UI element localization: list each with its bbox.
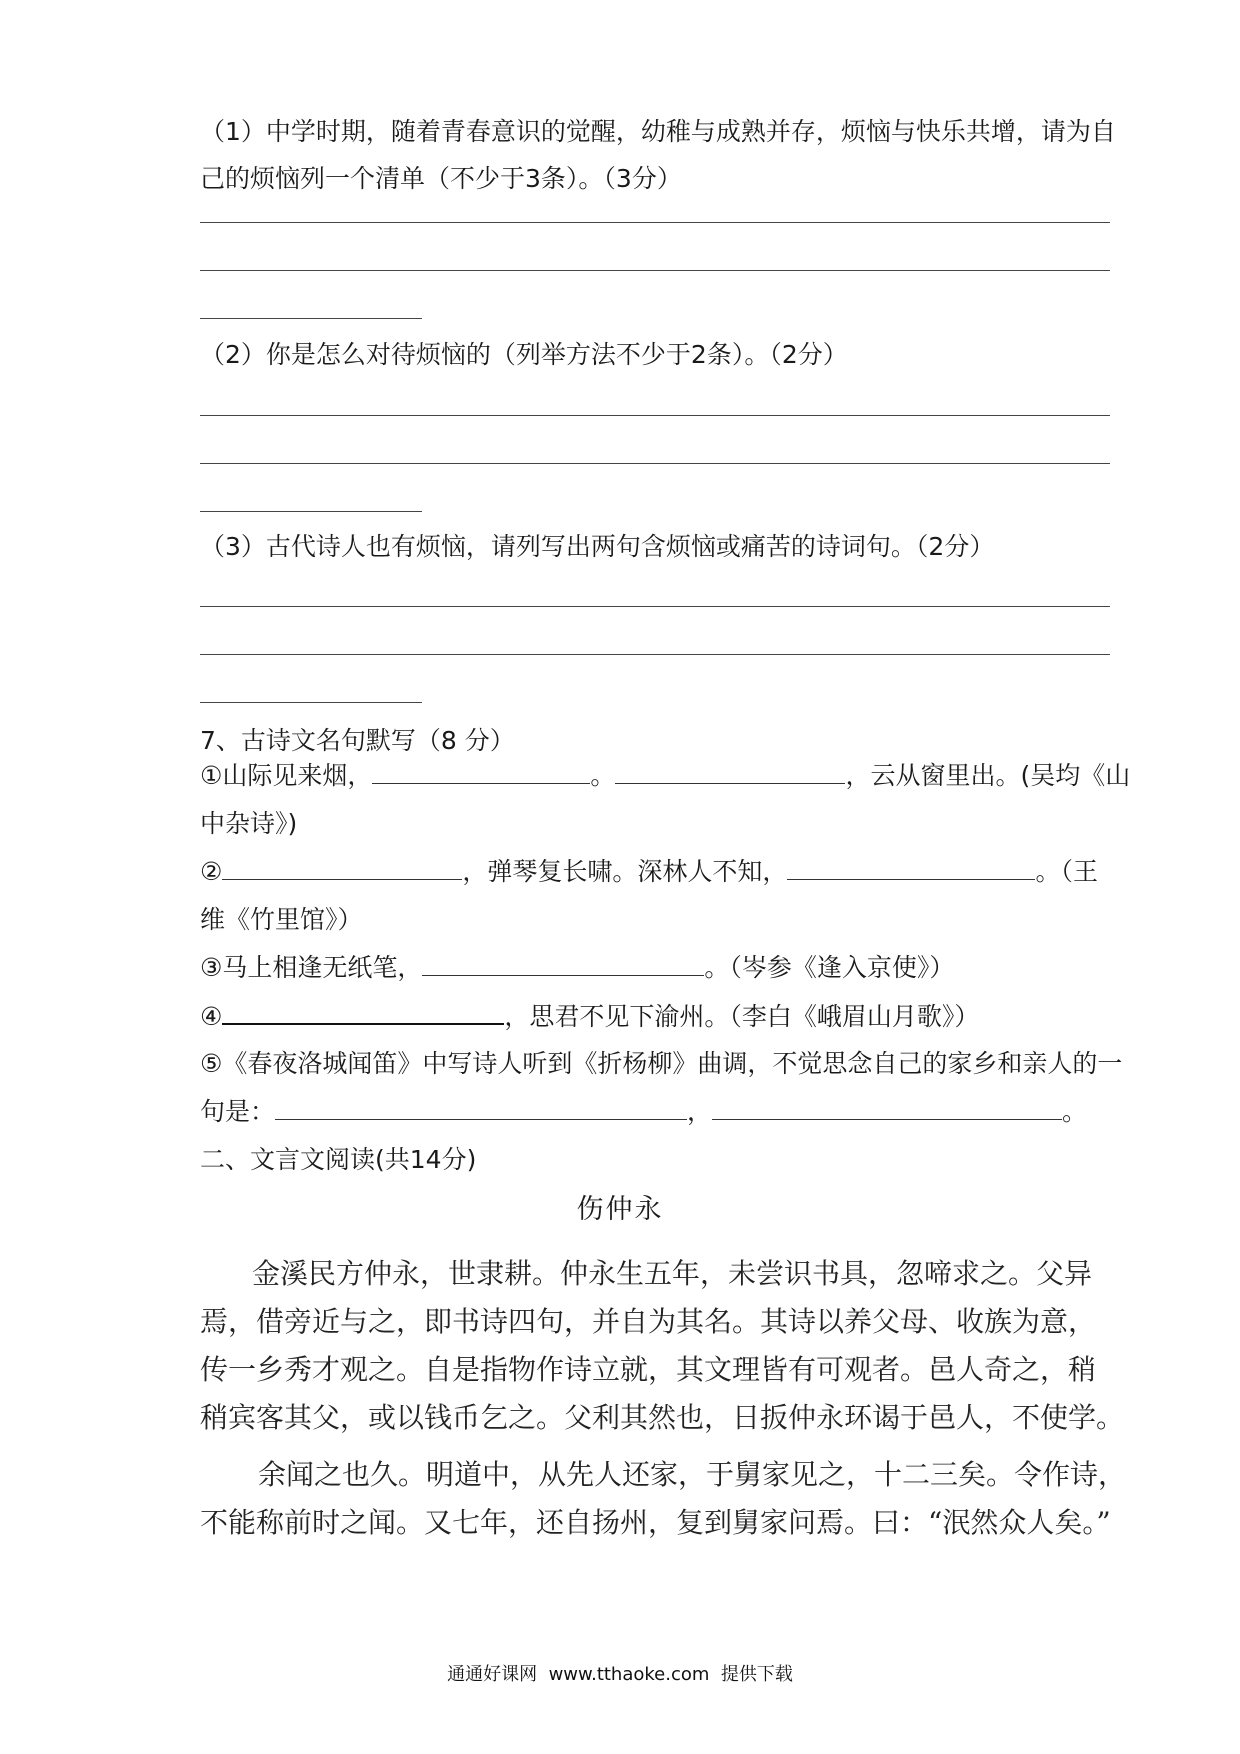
q7-item-5-prefix: 句是： — [200, 1097, 276, 1126]
passage-line: 传一乡秀才观之。自是指物作诗立就，其文理皆有可观者。邑人奇之，稍 — [200, 1353, 1097, 1386]
q1-line2: 己的烦恼列一个清单（不少于3条）。（3分） — [200, 164, 682, 193]
passage-line: 焉，借旁近与之，即书诗四句，并自为其名。其诗以养父母、收族为意， — [200, 1305, 1097, 1338]
passage-line: 不能称前时之闻。又七年，还自扬州，复到舅家问焉。曰：“泯然众人矣。” — [200, 1506, 1111, 1539]
fill-blank — [275, 1097, 687, 1120]
passage-title: 伤仲永 — [576, 1194, 664, 1225]
q7-item-5: ⑤《春夜洛城闻笛》中写诗人听到《折杨柳》曲调，不觉思念自己的家乡和亲人的一 — [200, 1049, 1123, 1078]
q7-heading: 7、古诗文名句默写（8 分） — [200, 726, 515, 755]
q7-item-5-sep: ， — [687, 1097, 713, 1126]
q7-item-5-end: 。 — [1062, 1097, 1088, 1126]
q1-line1: （1）中学时期，随着青春意识的觉醒，幼稚与成熟并存，烦恼与快乐共增，请为自 — [200, 117, 1116, 146]
q7-item-1-prefix: ①山际见来烟， — [200, 761, 373, 790]
q7-item-4 — [200, 1001, 979, 1032]
fill-blank — [615, 761, 845, 784]
page-footer — [0, 1664, 1240, 1686]
answer-line — [200, 318, 422, 319]
footer-url[interactable]: www.tthaoke.com — [548, 1664, 710, 1685]
q3-text: （3）古代诗人也有烦恼，请列写出两句含烦恼或痛苦的诗词句。（2分） — [200, 532, 995, 561]
q7-item-4-suffix: ，思君不见下渝州。（李白《峨眉山月歌》） — [504, 1002, 980, 1031]
q7-item-3 — [200, 953, 954, 983]
fill-blank — [222, 1001, 504, 1025]
answer-line — [200, 654, 1110, 655]
passage-line: 稍宾客其父，或以钱币乞之。父利其然也，日扳仲永环谒于邑人，不使学。 — [200, 1401, 1125, 1434]
footer-note: 提供下载 — [720, 1664, 793, 1685]
q7-item-5-cont — [200, 1097, 1087, 1127]
footer-site: 通通好课网 — [447, 1664, 538, 1685]
q7-item-2-mid: ，弹琴复长啸。深林人不知， — [462, 857, 788, 886]
part2-heading: 二、文言文阅读(共14分) — [200, 1145, 477, 1174]
q7-item-2 — [200, 857, 1098, 887]
answer-line — [200, 606, 1110, 607]
q7-item-3-prefix: ③马上相逢无纸笔， — [200, 953, 423, 982]
q7-item-4-num: ④ — [200, 1002, 223, 1031]
q7-item-1-cont: 中杂诗》) — [200, 809, 298, 838]
answer-line — [200, 270, 1110, 271]
fill-blank — [422, 953, 704, 976]
fill-blank — [712, 1097, 1062, 1120]
q7-item-2-suffix: 。（王 — [1035, 857, 1098, 886]
q7-item-3-suffix: 。（岑参《逢入京使》） — [704, 953, 955, 982]
answer-line — [200, 463, 1110, 464]
q7-item-2-cont: 维《竹里馆》） — [200, 905, 363, 934]
answer-line — [200, 511, 422, 512]
answer-line — [200, 222, 1110, 223]
q7-item-1 — [200, 761, 1130, 791]
q7-item-1-suffix: ，云从窗里出。(吴均《山 — [845, 761, 1131, 790]
q7-item-2-num: ② — [200, 857, 223, 886]
passage-line: 金溪民方仲永，世隶耕。仲永生五年，未尝识书具，忽啼求之。父异 — [252, 1257, 1093, 1290]
q2-text: （2）你是怎么对待烦恼的（列举方法不少于2条）。（2分） — [200, 340, 848, 369]
passage-line: 余闻之也久。明道中，从先人还家，于舅家见之，十二三矣。令作诗， — [258, 1458, 1127, 1491]
answer-line — [200, 702, 422, 703]
q7-item-1-sep: 。 — [590, 761, 616, 790]
answer-line — [200, 415, 1110, 416]
fill-blank — [372, 761, 590, 784]
fill-blank — [787, 857, 1035, 880]
fill-blank — [222, 857, 462, 880]
